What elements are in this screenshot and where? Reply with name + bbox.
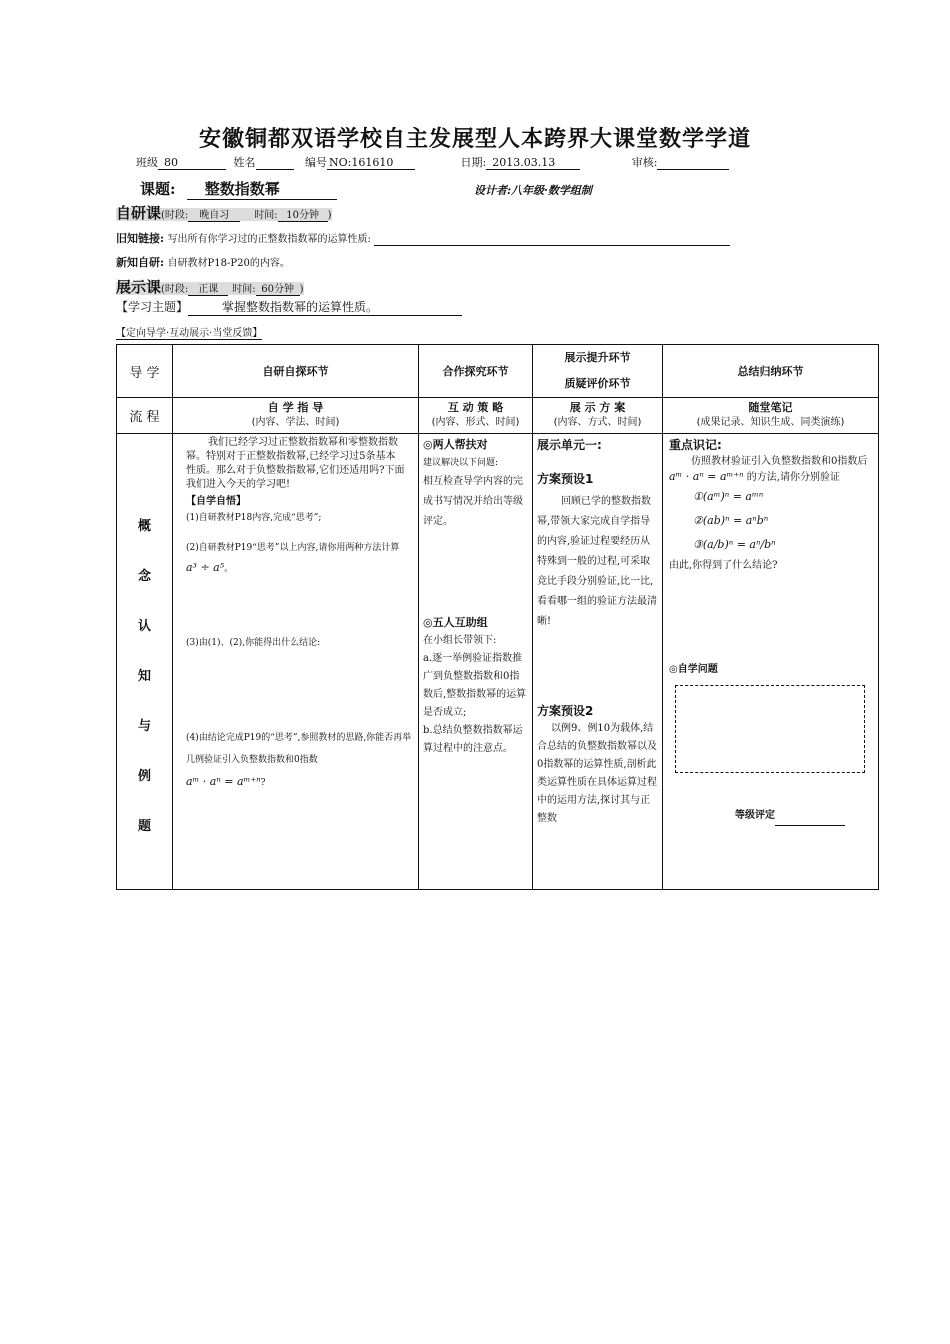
conclusion-question: 由此,你得到了什么结论?: [669, 560, 778, 571]
theme-text: 掌握整数指数幂的运算性质。: [188, 298, 462, 316]
plan-1-text: 回顾已学的整数指数幂,带领大家完成自学指导的内容,验证过程要经历从特殊到一般的过程,可采取竞比手段分别验证,比一比,看看哪一组的验证方法最清晰!: [537, 496, 657, 627]
key-points-text: 仿照教材验证引入负整数指数和0指数后 aᵐ · aⁿ = aᵐ⁺ⁿ 的方法,请你分别验证: [669, 456, 868, 483]
flow-top-label: 导 学: [117, 345, 173, 398]
page-title: 安徽铜都双语学校自主发展型人本跨界大课堂数学学道: [198, 126, 751, 152]
col-head-cooperate: 合作探究环节: [419, 345, 533, 398]
new-study-label: 新知自研:: [116, 256, 165, 269]
group-heading: ◎五人互助组: [423, 616, 488, 629]
review-label: 审核:: [631, 156, 658, 169]
formula-1: ①(aᵐ)ⁿ = aᵐⁿ: [693, 490, 764, 503]
class-field[interactable]: 80: [158, 156, 226, 170]
guide-text: 【定向导学·互动展示·当堂反馈】: [116, 324, 262, 340]
side-label: 概 念 认 知 与 例 题: [117, 434, 173, 890]
self-question-box[interactable]: [675, 685, 865, 773]
sub-head-display: 展 示 方 案 (内容、方式、时间): [533, 398, 663, 434]
old-link-answer[interactable]: [374, 232, 730, 246]
self-study-time: 10分钟: [278, 206, 328, 222]
summary-content: [663, 434, 879, 890]
lesson-topic: 整数指数幂: [187, 178, 337, 200]
question-4: (4)由结论完成P19的“思考”,参照教材的思路,你能否再举几例验证引入负整数指数和0指数 aᵐ · aⁿ = aᵐ⁺ⁿ?: [186, 733, 412, 788]
header-meta: [136, 154, 729, 170]
date-field[interactable]: 2013.03.13: [486, 156, 580, 170]
sub-head-cooperate: 互 动 策 略 (内容、形式、时间): [419, 398, 533, 434]
plan-2-heading: 方案预设2: [537, 704, 594, 718]
old-link-label: 旧知链接:: [116, 232, 165, 245]
question-2: (2)自研教材P19“思考”以上内容,请你用两种方法计算 a³ ÷ a⁵。: [186, 543, 400, 574]
question-1: (1)自研教材P18内容,完成“思考”;: [186, 513, 322, 523]
new-study-line: 新知自研: 自研教材P18-P20的内容。: [116, 256, 290, 269]
old-link-line: 旧知链接: 写出所有你学习过的正整数指数幂的运算性质:: [116, 230, 730, 246]
cooperate-content: ◎两人帮扶对 建议解决以下问题: 相互检查导学内容的完成书写情况并给出等级评定。 ◎五人互助组 在小组长带领下: a.逐一举例验证指数推广到负整数指数和0指数后,整数指数幂的运算是否成立; b.总结负整数指数幂运算过程中的注意点。: [419, 434, 533, 890]
display-label: 展示课: [116, 278, 162, 296]
plan-2-text: 以例9、例10为载体,结合总结的负整数指数幂以及0指数幂的运算性质,剖析此类运算性质在具体运算过程中的运用方法,探讨其与正整数: [537, 723, 657, 824]
number-label: 编号: [305, 156, 327, 169]
intro-text: 我们已经学习过正整数指数幂和零整数指数幂。特别对于正整数指数幂,已经学习过5条基本性质。那么对于负整数指数幂,它们还适用吗?下面我们进入今天的学习吧!: [186, 437, 405, 490]
pair-heading: ◎两人帮扶对: [423, 438, 488, 451]
key-points-heading: 重点识记:: [669, 438, 722, 452]
self-study-content: [173, 434, 419, 890]
lesson-topic-line: [140, 178, 337, 200]
flow-bottom-label: 流 程: [117, 398, 173, 434]
question-3: (3)由(1)、(2),你能得出什么结论:: [186, 638, 321, 648]
self-question-heading: ◎自学问题: [669, 664, 718, 675]
grade-field[interactable]: [775, 807, 845, 826]
sub-head-summary: 随堂笔记 (成果记录、知识生成、同类演练): [663, 398, 879, 434]
display-unit-heading: 展示单元一:: [537, 438, 602, 452]
theme-label: 【学习主题】: [116, 300, 189, 314]
display-time: 60分钟: [256, 280, 300, 296]
guide-line: [116, 324, 262, 340]
review-field[interactable]: [657, 156, 729, 170]
name-field[interactable]: [256, 156, 294, 170]
class-label: 班级: [136, 156, 158, 169]
display-period: 正课: [188, 280, 228, 296]
col-head-display: 展示提升环节 质疑评价环节: [533, 345, 663, 398]
guide-table: [116, 344, 879, 890]
formula-2: ②(ab)ⁿ = aⁿbⁿ: [693, 514, 769, 527]
sub-head-self-study: 自 学 指 导 (内容、学法、时间): [173, 398, 419, 434]
self-study-heading: 【自学自悟】: [186, 496, 246, 507]
col-head-self-study: 自研自探环节: [173, 345, 419, 398]
self-study-line: 自研课(时段: 晚自习 时间: 10分钟 ): [116, 204, 332, 222]
col-head-summary: 总结归纳环节: [663, 345, 879, 398]
theme-line: [116, 298, 462, 316]
name-label: 姓名: [233, 156, 256, 169]
number-field[interactable]: NO:161610: [327, 156, 415, 170]
lesson-label: 课题:: [140, 180, 176, 198]
formula-3: ③(a/b)ⁿ = aⁿ/bⁿ: [693, 538, 776, 551]
date-label: 日期:: [460, 156, 487, 169]
plan-1-heading: 方案预设1: [537, 472, 594, 486]
designer-note: 设计者:八年级·数学组制: [474, 184, 592, 197]
self-study-period: 晚自习: [188, 206, 240, 222]
display-line: 展示课(时段: 正课 时间: 60分钟 ): [116, 278, 304, 296]
display-content: [533, 434, 663, 890]
grade-line: 等级评定: [669, 807, 872, 826]
self-study-label: 自研课: [116, 204, 162, 222]
